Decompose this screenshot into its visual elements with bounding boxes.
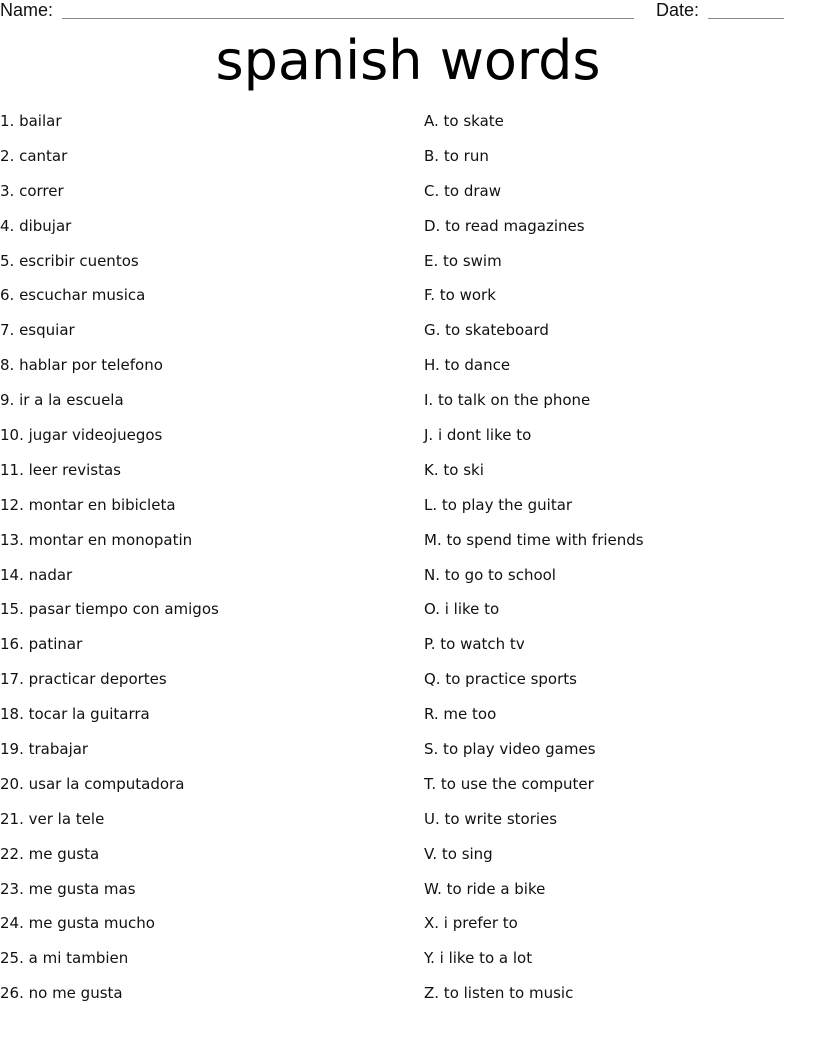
definition-item: W. to ride a bike [424, 879, 546, 898]
definition-item: Y. i like to a lot [424, 949, 533, 968]
definition-item: P. to watch tv [424, 635, 525, 654]
definition-item: R. me too [424, 705, 497, 724]
definition-item: F. to work [424, 286, 496, 305]
term-item: 19. trabajar [0, 740, 89, 759]
definition-item: T. to use the computer [424, 774, 594, 793]
term-item: 3. correr [0, 181, 64, 200]
page-title: spanish words [215, 29, 601, 92]
date-field[interactable] [708, 18, 784, 19]
definition-item: J. i dont like to [424, 426, 532, 445]
term-item: 10. jugar videojuegos [0, 426, 163, 445]
term-item: 20. usar la computadora [0, 774, 185, 793]
definition-item: E. to swim [424, 251, 502, 270]
name-field[interactable] [62, 18, 634, 19]
term-item: 6. escuchar musica [0, 286, 146, 305]
term-item: 18. tocar la guitarra [0, 705, 150, 724]
terms-list [0, 111, 400, 1018]
term-item: 9. ir a la escuela [0, 391, 124, 410]
name-label: Name: [0, 0, 54, 20]
term-item: 22. me gusta [0, 844, 100, 863]
date-label: Date: [656, 0, 700, 20]
definition-item: H. to dance [424, 356, 511, 375]
term-item: 17. practicar deportes [0, 670, 167, 689]
term-item: 7. esquiar [0, 321, 75, 340]
definition-item: I. to talk on the phone [424, 391, 591, 410]
term-item: 24. me gusta mucho [0, 914, 155, 933]
definition-item: M. to spend time with friends [424, 530, 644, 549]
worksheet-header [0, 0, 816, 24]
term-item: 2. cantar [0, 146, 68, 165]
definition-item: C. to draw [424, 181, 501, 200]
definition-item: B. to run [424, 146, 489, 165]
term-item: 11. leer revistas [0, 460, 121, 479]
definitions-list [424, 111, 816, 1018]
term-item: 26. no me gusta [0, 984, 123, 1003]
term-item: 25. a mi tambien [0, 949, 129, 968]
term-item: 14. nadar [0, 565, 73, 584]
definition-item: U. to write stories [424, 809, 558, 828]
definition-item: D. to read magazines [424, 216, 585, 235]
definition-item: S. to play video games [424, 740, 596, 759]
term-item: 15. pasar tiempo con amigos [0, 600, 219, 619]
term-item: 23. me gusta mas [0, 879, 136, 898]
term-item: 12. montar en bibicleta [0, 495, 176, 514]
definition-item: K. to ski [424, 460, 484, 479]
term-item: 4. dibujar [0, 216, 72, 235]
term-item: 1. bailar [0, 112, 62, 130]
term-item: 21. ver la tele [0, 809, 105, 828]
definition-item: G. to skateboard [424, 321, 549, 340]
definition-item: V. to sing [424, 844, 493, 863]
definition-item: Q. to practice sports [424, 670, 577, 689]
term-item: 5. escribir cuentos [0, 251, 139, 270]
term-item: 8. hablar por telefono [0, 356, 163, 375]
definition-item: N. to go to school [424, 565, 556, 584]
definition-item: O. i like to [424, 600, 500, 619]
term-item: 13. montar en monopatin [0, 530, 193, 549]
definition-item: Z. to listen to music [424, 984, 574, 1003]
definition-item: X. i prefer to [424, 914, 518, 933]
definition-item: L. to play the guitar [424, 495, 573, 514]
definition-item: A. to skate [424, 112, 504, 130]
term-item: 16. patinar [0, 635, 83, 654]
